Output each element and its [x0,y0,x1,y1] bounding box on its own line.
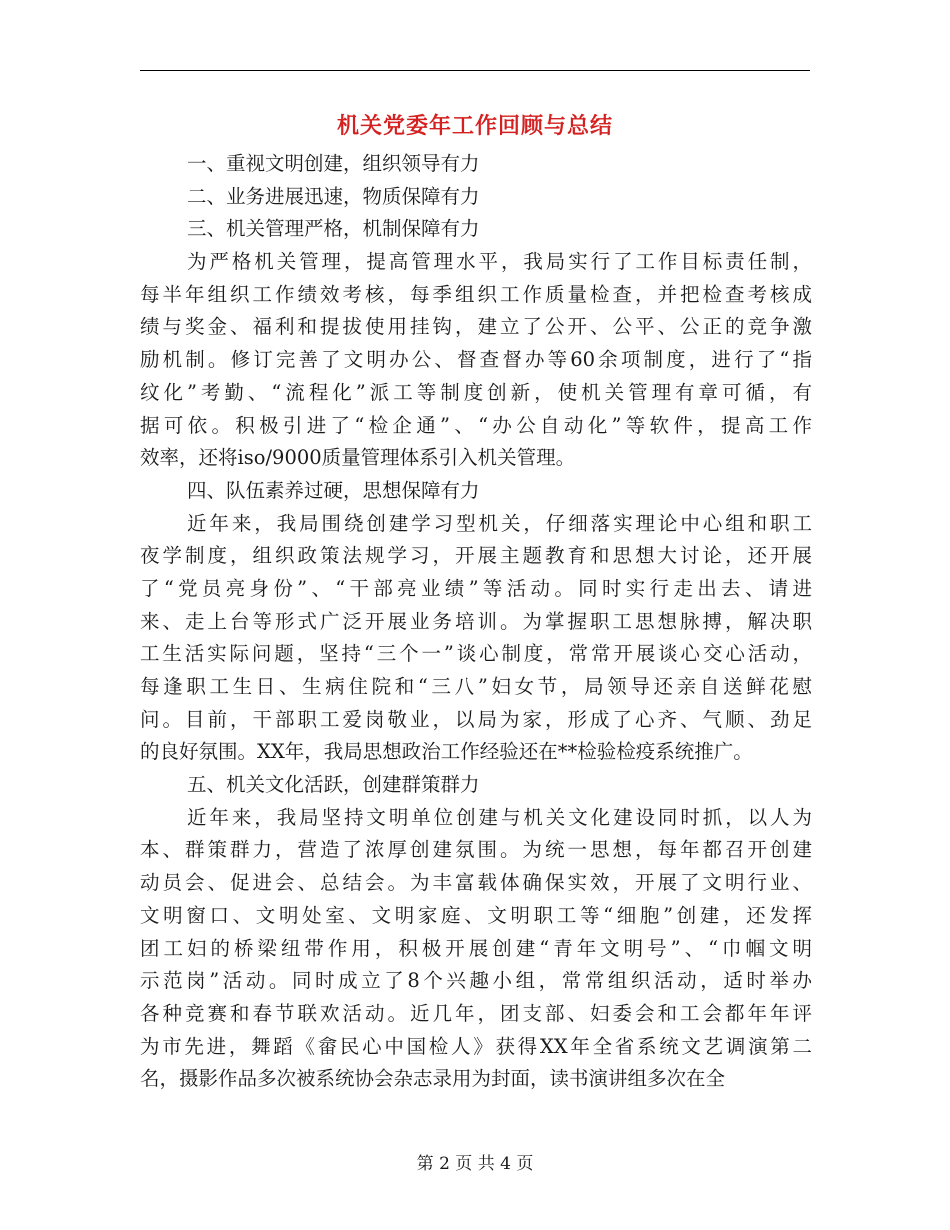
header-rule [140,70,810,71]
paragraph-line: 了“党员亮身份”、“干部亮业绩”等活动。同时实行走出去、请进 [140,576,812,600]
section-heading-4: 四、队伍素养过硬，思想保障有力 [187,478,480,502]
paragraph-line: 绩与奖金、福利和提拔使用挂钩，建立了公开、公平、公正的竞争激 [140,315,812,339]
section-heading-1: 一、重视文明创建，组织领导有力 [187,152,480,175]
paragraph-line: 近年来，我局坚持文明单位创建与机关文化建设同时抓，以人为 [187,805,812,829]
paragraph-line: 团工妇的桥梁纽带作用，积极开展创建“青年文明号”、“巾帼文明 [140,936,812,960]
paragraph-line: 效率，还将iso/9000质量管理体系引入机关管理。 [140,446,576,470]
paragraph-line: 夜学制度，组织政策法规学习，开展主题教育和思想大讨论，还开展 [140,544,812,568]
paragraph-line: 名，摄影作品多次被系统协会杂志录用为封面，读书演讲组多次在全 [140,1067,726,1091]
section-heading-2: 二、业务进展迅速，物质保障有力 [187,184,480,208]
paragraph-line: 据可依。积极引进了“检企通”、“办公自动化”等软件，提高工作 [140,413,812,437]
paragraph-line: 来、走上台等形式广泛开展业务培训。为掌握职工思想脉搏，解决职 [140,609,812,633]
paragraph-line: 励机制。修订完善了文明办公、督查督办等60余项制度，进行了“指 [140,348,812,372]
paragraph-line: 工生活实际问题，坚持“三个一”谈心制度，常常开展谈心交心活动， [140,642,812,666]
paragraph-line: 为市先进，舞蹈《畲民心中国检人》获得XX年全省系统文艺调演第二 [140,1034,812,1058]
paragraph-line: 各种竞赛和春节联欢活动。近几年，团支部、妇委会和工会都年年评 [140,1001,812,1025]
paragraph-line: 问。目前，干部职工爱岗敬业，以局为家，形成了心齐、气顺、劲足 [140,707,812,731]
paragraph-line: 纹化”考勤、“流程化”派工等制度创新，使机关管理有章可循，有 [140,380,812,404]
document-body [140,148,812,1096]
paragraph-line: 每半年组织工作绩效考核，每季组织工作质量检查，并把检查考核成 [140,282,812,306]
paragraph-line: 动员会、促进会、总结会。为丰富载体确保实效，开展了文明行业、 [140,871,812,895]
paragraph-line: 本、群策群力，营造了浓厚创建氛围。为统一思想，每年都召开创建 [140,838,812,862]
section-heading-5: 五、机关文化活跃，创建群策群力 [187,773,480,797]
paragraph-line: 每逢职工生日、生病住院和“三八”妇女节，局领导还亲自送鲜花慰 [140,675,812,698]
paragraph-line: 文明窗口、文明处室、文明家庭、文明职工等“细胞”创建，还发挥 [140,903,812,927]
paragraph-line: 的良好氛围。XX年，我局思想政治工作经验还在**检验检疫系统推广。 [140,740,753,764]
paragraph-line: 为严格机关管理，提高管理水平，我局实行了工作目标责任制， [187,250,812,274]
document-title: 机关党委年工作回顾与总结 [336,113,613,139]
section-heading-3: 三、机关管理严格，机制保障有力 [187,217,480,241]
paragraph-line: 近年来，我局围绕创建学习型机关，仔细落实理论中心组和职工 [187,511,812,535]
page-number: 第 2 页 共 4 页 [416,1154,534,1174]
paragraph-line: 示范岗”活动。同时成立了8个兴趣小组，常常组织活动，适时举办 [140,969,812,993]
